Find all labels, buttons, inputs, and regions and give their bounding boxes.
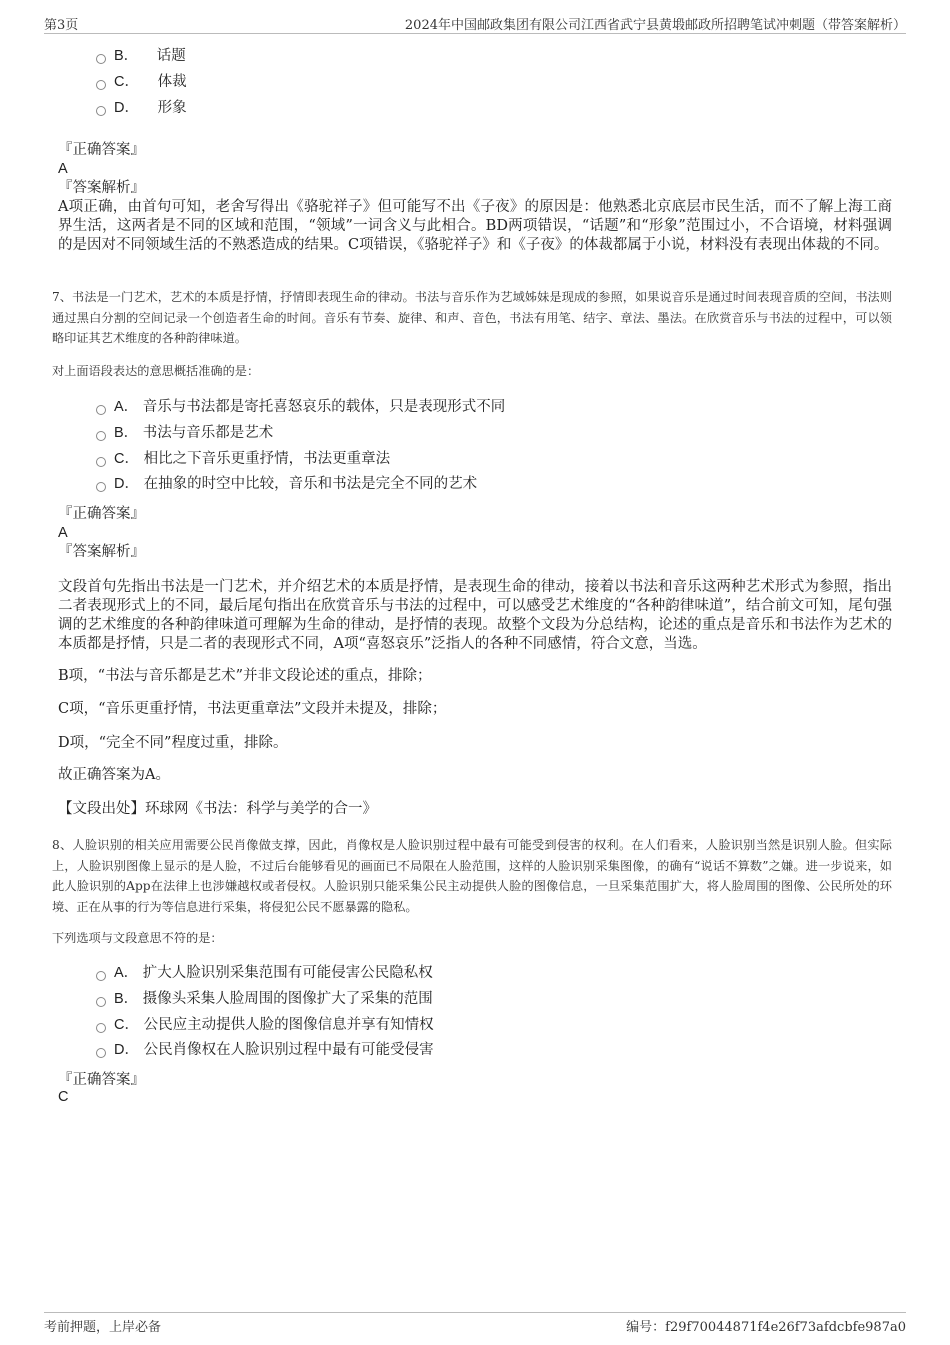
q8-option-b[interactable]: B． 摄像头采集人脸周围的图像扩大了采集的范围 [96,987,434,1013]
document-id: 编号：f29f70044871f4e26f73afdcbfe987a0 [626,1320,906,1335]
q7-analysis-conclusion: 故正确答案为A。 [58,767,170,783]
q7-options [96,395,505,498]
q8-stem: 8、人脸识别的相关应用需要公民肖像做支撑，因此，肖像权是人脸识别过程中最有可能受到侵害的权利。在人们看来，人脸识别当然是识别人脸。但实际上，人脸识别图像上显示的是人脸，不过后台能够看见的画面已不局限在人脸范围，这样的人脸识别采集图像，的确有“说话不算数”之嫌。进一步说来，如此人脸识别的App在法律上也涉嫌越权或者侵权。人脸识别只能采集公民主动提供人脸的图像信息，一旦采集范围扩大，将人脸周围的图像、公民所处的环境、正在从事的行为等信息进行采集，将侵犯公民不愿暴露的隐私。 [52,838,892,914]
q7-answer: A [58,525,68,541]
radio-icon[interactable] [96,457,106,467]
q8-options [96,961,434,1064]
q8-option-c[interactable]: C． 公民应主动提供人脸的图像信息并享有知情权 [96,1013,434,1039]
radio-icon[interactable] [96,482,106,492]
q8-option-d[interactable]: D． 公民肖像权在人脸识别过程中最有可能受侵害 [96,1038,434,1064]
q7-option-c[interactable]: C． 相比之下音乐更重抒情，书法更重章法 [96,447,505,473]
q7-option-d[interactable]: D． 在抽象的时空中比较，音乐和书法是完全不同的艺术 [96,472,505,498]
footer-slogan: 考前押题，上岸必备 [44,1320,162,1335]
radio-icon[interactable] [96,1048,106,1058]
q7-option-a[interactable]: A． 音乐与书法都是寄托喜怒哀乐的载体，只是表现形式不同 [96,395,505,421]
q6-option-c[interactable]: C． 体裁 [96,70,187,96]
document-title: 2024年中国邮政集团有限公司江西省武宁县黄塅邮政所招聘笔试冲刺题（带答案解析） [404,18,906,33]
q6-option-b[interactable]: B． 话题 [96,44,187,70]
q7-option-b[interactable]: B． 书法与音乐都是艺术 [96,421,505,447]
radio-icon[interactable] [96,1023,106,1033]
q7-answer-label: 『正确答案』 [58,506,145,522]
q7-prompt: 对上面语段表达的意思概括准确的是： [52,364,260,378]
footer-divider [44,1312,906,1313]
q8-option-a[interactable]: A． 扩大人脸识别采集范围有可能侵害公民隐私权 [96,961,434,987]
q7-analysis-label: 『答案解析』 [58,544,145,560]
radio-icon[interactable] [96,997,106,1007]
q8-prompt: 下列选项与文段意思不符的是： [52,931,223,945]
page-number: 第3页 [44,18,79,33]
radio-icon[interactable] [96,431,106,441]
page-footer [44,1316,906,1336]
q7-analysis-option-d: D项，“完全不同”程度过重，排除。 [58,735,288,751]
q8-answer: C [58,1089,69,1105]
q7-source: 【文段出处】环球网《书法：科学与美学的合一》 [58,801,377,817]
q7-stem: 7、书法是一门艺术，艺术的本质是抒情，抒情即表现生命的律动。书法与音乐作为艺域姊妹是现成的参照，如果说音乐是通过时间表现音质的空间，书法则通过黑白分割的空间记录一个创造者生命的时间。音乐有节奏、旋律、和声、音色，书法有用笔、结字、章法、墨法。在欣赏音乐与书法的过程中，可以领略印证其艺术维度的各种韵律味道。 [52,290,892,345]
q6-option-d[interactable]: D． 形象 [96,96,187,122]
radio-icon[interactable] [96,80,106,90]
q6-analysis: A项正确，由首句可知，老舍写得出《骆驼祥子》但可能写不出《子夜》的原因是：他熟悉北京底层市民生活，而不了解上海工商界生活，这两者是不同的区域和范围，“领域”一词含义与此相合。BD两项错误，“话题”和“形象”范围过小，不合语境，材料强调的是因对不同领域生活的不熟悉造成的结果。C项错误，《骆驼祥子》和《子夜》的体裁都属于小说，材料没有表现出体裁的不同。 [58,199,892,253]
header-divider [44,33,906,34]
q6-analysis-label: 『答案解析』 [58,180,145,196]
q6-answer: A [58,161,68,177]
radio-icon[interactable] [96,405,106,415]
radio-icon[interactable] [96,54,106,64]
page-header [44,14,906,34]
q7-analysis-option-b: B项，“书法与音乐都是艺术”并非文段论述的重点，排除； [58,668,432,684]
radio-icon[interactable] [96,971,106,981]
q7-analysis-paragraph: 文段首句先指出书法是一门艺术，并介绍艺术的本质是抒情，是表现生命的律动，接着以书法和音乐这两种艺术形式为参照，指出二者表现形式上的不同，最后尾句指出在欣赏音乐与书法的过程中，可以感受艺术维度的“各种韵律味道”，结合前文可知，尾句强调的艺术维度的各种韵律味道可理解为生命的律动，是抒情的表现。故整个文段为分总结构，论述的重点是音乐和书法作为艺术的本质都是抒情，只是二者的表现形式不同，A项“喜怒哀乐”泛指人的各种不同感情，符合文意，当选。 [58,579,892,652]
q8-answer-label: 『正确答案』 [58,1072,145,1088]
q6-options [96,44,187,121]
radio-icon[interactable] [96,106,106,116]
q7-analysis-option-c: C项，“音乐更重抒情，书法更重章法”文段并未提及，排除； [58,701,447,717]
q6-answer-label: 『正确答案』 [58,142,145,158]
